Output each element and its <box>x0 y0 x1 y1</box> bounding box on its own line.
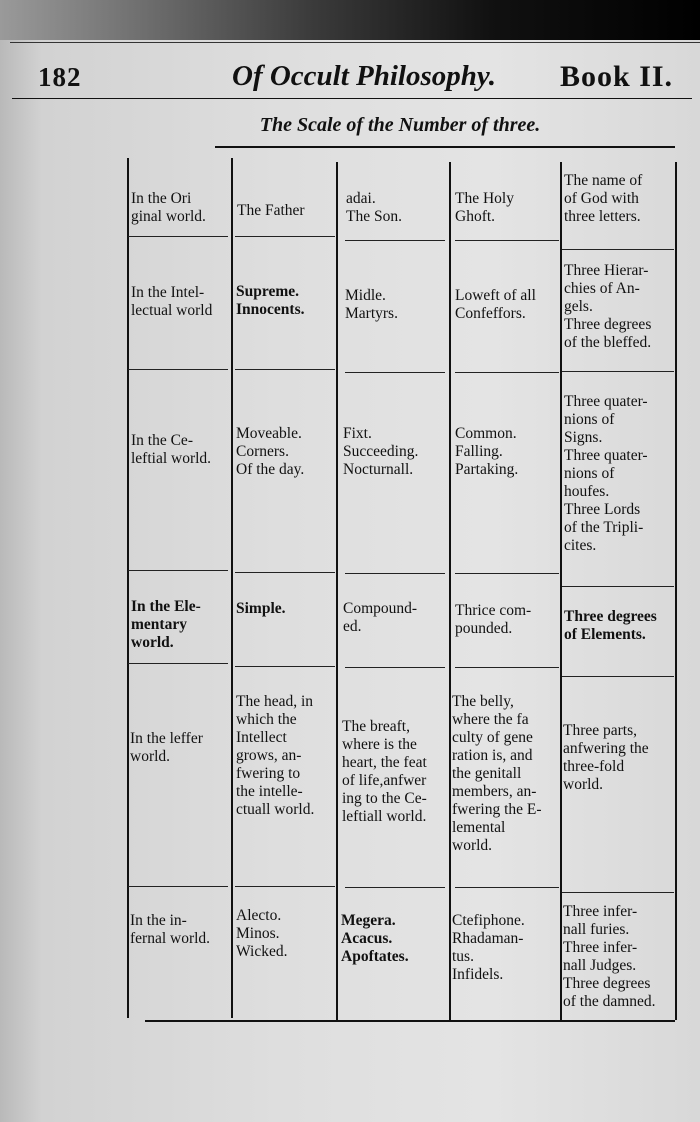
row-rule <box>235 886 335 887</box>
row-rule <box>455 240 559 241</box>
table-cell: The Holy Ghoft. <box>455 190 514 225</box>
table-cell: Fixt. Succeeding. Nocturnall. <box>343 425 419 478</box>
row-rule <box>455 573 559 574</box>
row-rule <box>128 570 228 571</box>
row-rule <box>345 240 445 241</box>
row-rule <box>562 676 674 677</box>
table-cell-world: In the Intel- lectual world <box>131 284 213 319</box>
table-cell: Compound- ed. <box>343 600 418 635</box>
table-cell: Supreme. Innocents. <box>236 283 305 318</box>
row-rule <box>235 572 335 573</box>
row-rule <box>455 667 559 668</box>
table-cell: Loweft of all Confeffors. <box>455 287 536 322</box>
column-rule <box>449 162 451 1020</box>
row-rule <box>235 666 335 667</box>
row-rule <box>345 887 445 888</box>
row-rule <box>455 372 559 373</box>
table-cell: adai. The Son. <box>346 190 402 225</box>
table-cell: Common. Falling. Partaking. <box>455 425 519 478</box>
table-cell-world: In the Ori ginal world. <box>131 190 206 225</box>
row-rule <box>235 236 335 237</box>
table-cell-world: In the Ele- mentary world. <box>131 598 201 651</box>
table-cell-world: In the leffer world. <box>130 730 203 765</box>
table-cell: Ctefiphone. Rhadaman- tus. Infidels. <box>452 912 525 983</box>
table-cell-world: In the Ce- leftial world. <box>131 432 212 467</box>
row-rule <box>562 892 674 893</box>
table-cell-world: In the in- fernal world. <box>130 912 211 947</box>
row-rule <box>345 573 445 574</box>
table-cell: Megera. Acacus. Apoftates. <box>341 912 409 965</box>
table-cell: Three degrees of Elements. <box>564 608 657 643</box>
table-cell: The name of of God with three letters. <box>564 172 643 225</box>
table-cell: Moveable. Corners. Of the day. <box>236 425 305 478</box>
table-cell: The breaft, where is the heart, the feat of life,anfwer ing to the Ce- leftiall world. <box>342 718 427 825</box>
table-cell: Three Hierar- chies of An- gels. Three degrees of the bleffed. <box>564 262 652 351</box>
column-rule <box>231 158 233 1018</box>
row-rule <box>235 369 335 370</box>
table-cell: Three parts, anfwering the three-fold world. <box>563 722 649 793</box>
table-cell: Three quater- nions of Signs. Three quater- nions of houfes. Three Lords of the Tripli- cites. <box>564 393 648 554</box>
row-rule <box>128 236 228 237</box>
row-rule <box>562 371 674 372</box>
column-rule <box>336 162 338 1020</box>
row-rule <box>562 249 674 250</box>
table-cell: The belly, where the fa culty of gene ration is, and the genitall members, an- fwering the E- lemental world. <box>452 693 542 854</box>
running-title: Of Occult Philosophy. <box>232 60 496 92</box>
table-cell: Alecto. Minos. Wicked. <box>236 907 288 960</box>
table-cell: Simple. <box>236 600 286 617</box>
row-rule <box>128 369 228 370</box>
table-cell: Midle. Martyrs. <box>345 287 398 322</box>
row-rule <box>345 667 445 668</box>
table-cell: Three infer- nall furies. Three infer- nall Judges. Three degrees of the damned. <box>563 903 656 1010</box>
row-rule <box>455 887 559 888</box>
page-number: 182 <box>38 62 82 92</box>
table-cell: The Father <box>237 202 305 219</box>
table-title: The Scale of the Number of three. <box>259 114 541 136</box>
column-rule <box>127 158 129 1018</box>
table-bottom-rule <box>145 1020 675 1022</box>
row-rule <box>128 663 228 664</box>
book-label: Book II. <box>560 60 674 93</box>
column-rule <box>675 162 677 1020</box>
row-rule <box>562 586 674 587</box>
table-cell: Thrice com- pounded. <box>455 602 532 637</box>
row-rule <box>345 372 445 373</box>
table-cell: The head, in which the Intellect grows, an- fwering to the intelle- ctuall world. <box>236 693 315 818</box>
row-rule <box>128 886 228 887</box>
